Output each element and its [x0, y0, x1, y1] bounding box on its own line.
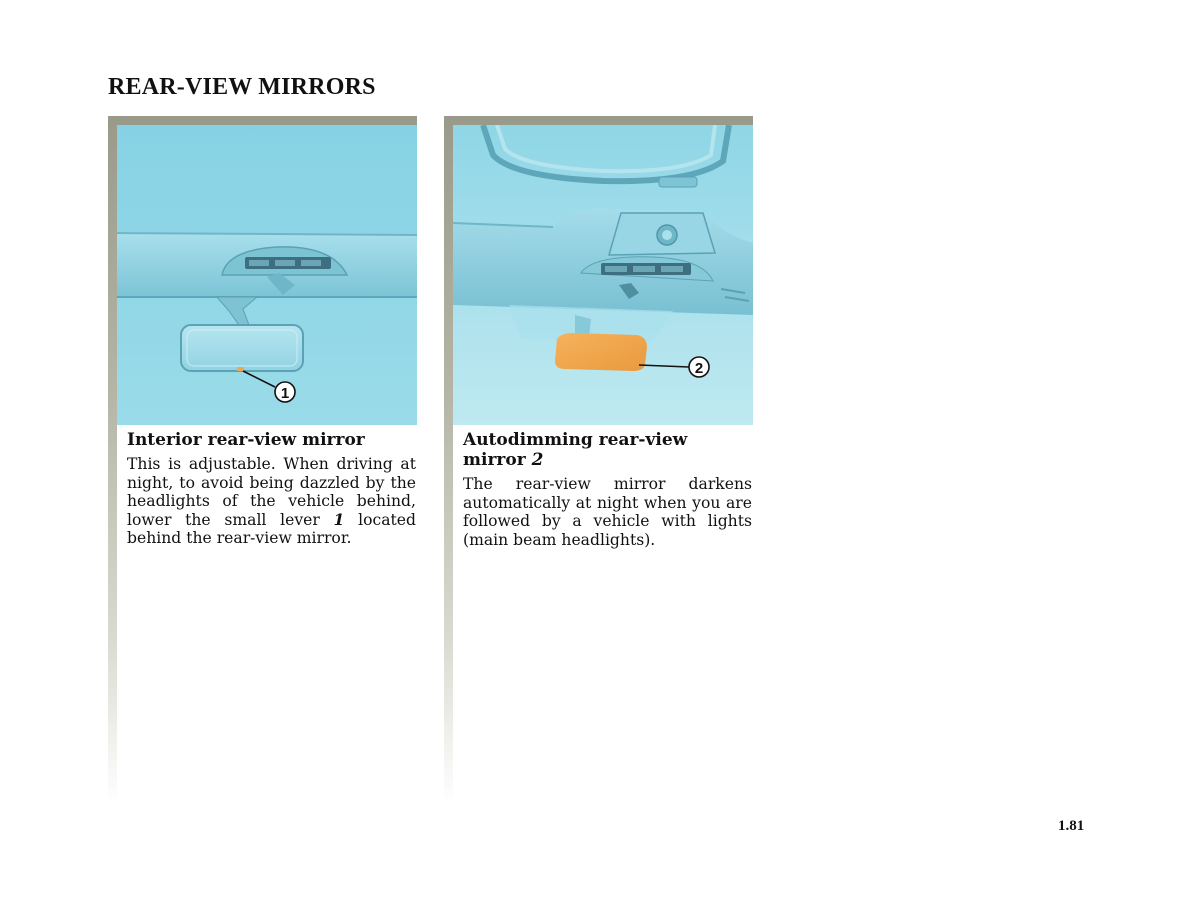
interior-mirror-illustration [117, 125, 417, 425]
section-heading [463, 430, 752, 470]
column-autodimming-mirror [444, 116, 753, 806]
section-autodimming-mirror [463, 430, 752, 549]
photo-interior-mirror [117, 125, 417, 425]
column-rule-top [108, 116, 417, 125]
page-number: 1.81 [1058, 818, 1085, 834]
autodimming-mirror-illustration [453, 125, 753, 425]
body-text-part: located behind the rear-view mirror. [127, 510, 416, 548]
section-interior-mirror [127, 430, 416, 548]
reference-number: 2 [531, 450, 544, 470]
page-title: REAR-VIEW MIRRORS [108, 74, 376, 100]
column-rule-top [444, 116, 753, 125]
body-text-part: This is adjustable. When driving at night, to avoid being dazzled by the headlights of the vehicle behind, lower the small lever [127, 455, 416, 529]
column-rule-vertical [444, 116, 453, 806]
section-body [127, 455, 416, 548]
section-body: The rear-view mirror darkens automatically at night when you are followed by a vehicle with lights (main beam headlights). [463, 475, 752, 549]
section-heading: Interior rear-view mirror [127, 430, 365, 450]
section-heading-text: Autodimming rear-view mirror [463, 430, 688, 470]
reference-number: 1 [333, 509, 345, 529]
photo-autodimming-mirror [453, 125, 753, 425]
column-interior-mirror [108, 116, 417, 806]
callout-label: 2 [694, 360, 704, 377]
column-rule-vertical [108, 116, 117, 806]
callout-label: 1 [280, 385, 290, 402]
